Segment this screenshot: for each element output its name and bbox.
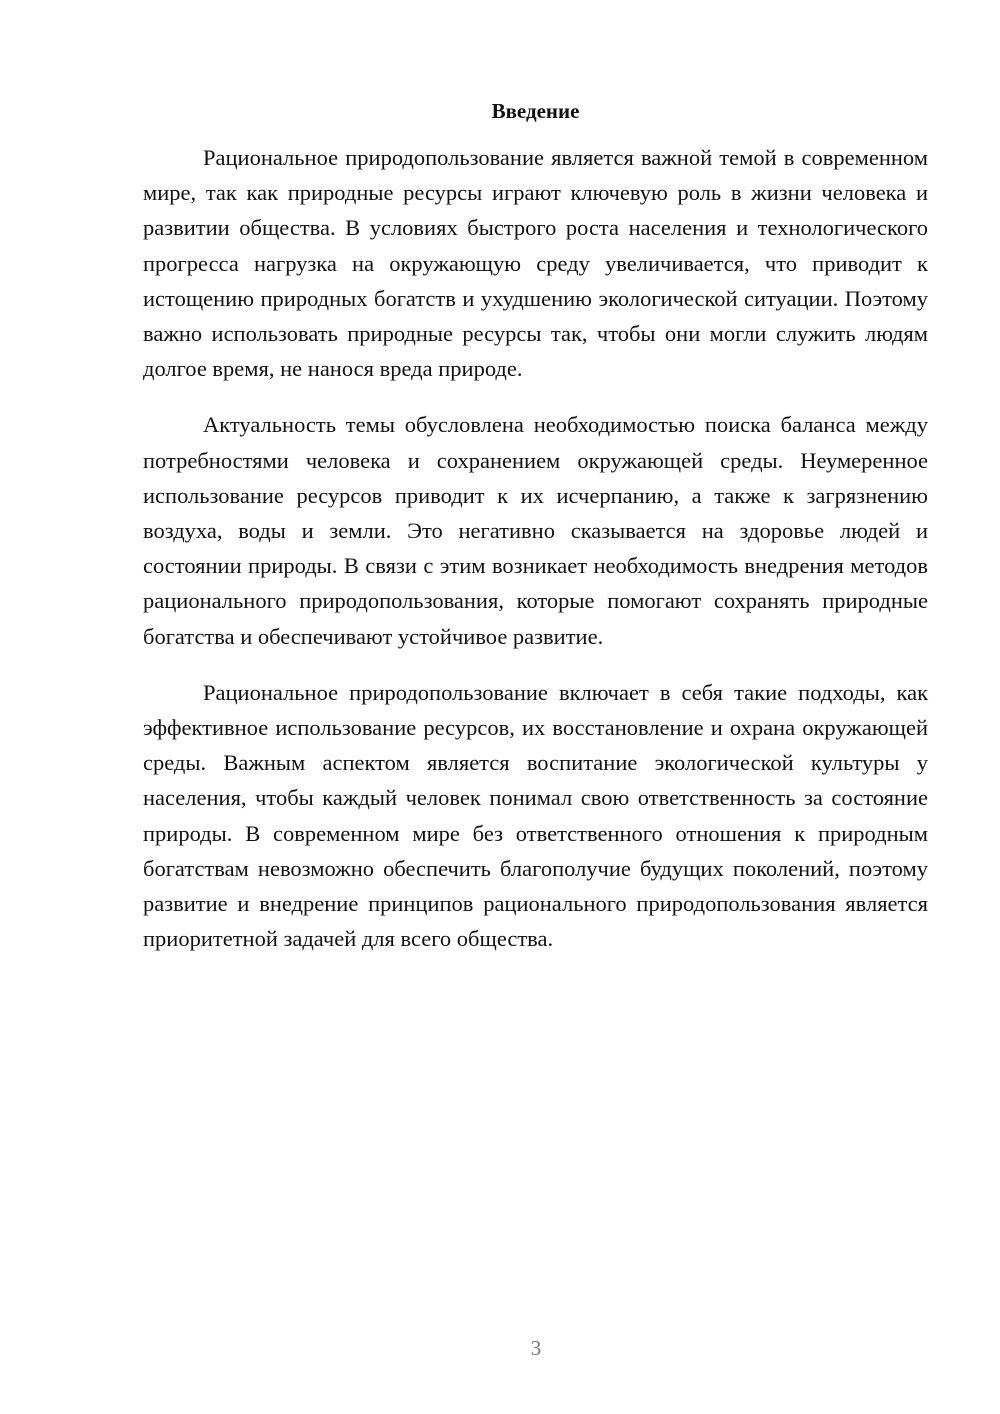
document-body bbox=[143, 96, 928, 956]
paragraph-2: Актуальность темы обусловлена необходимостью поиска баланса между потребностями человека и сохранением окружающей среды. Неумеренное использование ресурсов приводит к их исчерпанию, а также к загрязнению воздуха, воды и земли. Это негативно сказывается на здоровье людей и состоянии природы. В связи с этим возникает необходимость внедрения методов рационального природопользования, которые помогают сохранять природные богатства и обеспечивают устойчивое развитие. bbox=[143, 412, 928, 649]
paragraph-1: Рациональное природопользование является важной темой в современном мире, так как природные ресурсы играют ключевую роль в жизни человека и развитии общества. В условиях быстрого роста населения и технологического прогресса нагрузка на окружающую среду увеличивается, что приводит к истощению природных богатств и ухудшению экологической ситуации. Поэтому важно использовать природные ресурсы так, чтобы они могли служить людям долгое время, не нанося вреда природе. bbox=[143, 145, 928, 382]
section-title: Введение bbox=[491, 99, 580, 123]
paragraph-3: Рациональное природопользование включает в себя такие подходы, как эффективное использование ресурсов, их восстановление и охрана окружающей среды. Важным аспектом является воспитание экологической культуры у населения, чтобы каждый человек понимал свою ответственность за состояние природы. В современном мире без ответственного отношения к природным богатствам невозможно обеспечить благополучие будущих поколений, поэтому развитие и внедрение принципов рационального природопользования является приоритетной задачей для всего общества. bbox=[143, 679, 928, 952]
page-number: 3 bbox=[530, 1336, 542, 1360]
